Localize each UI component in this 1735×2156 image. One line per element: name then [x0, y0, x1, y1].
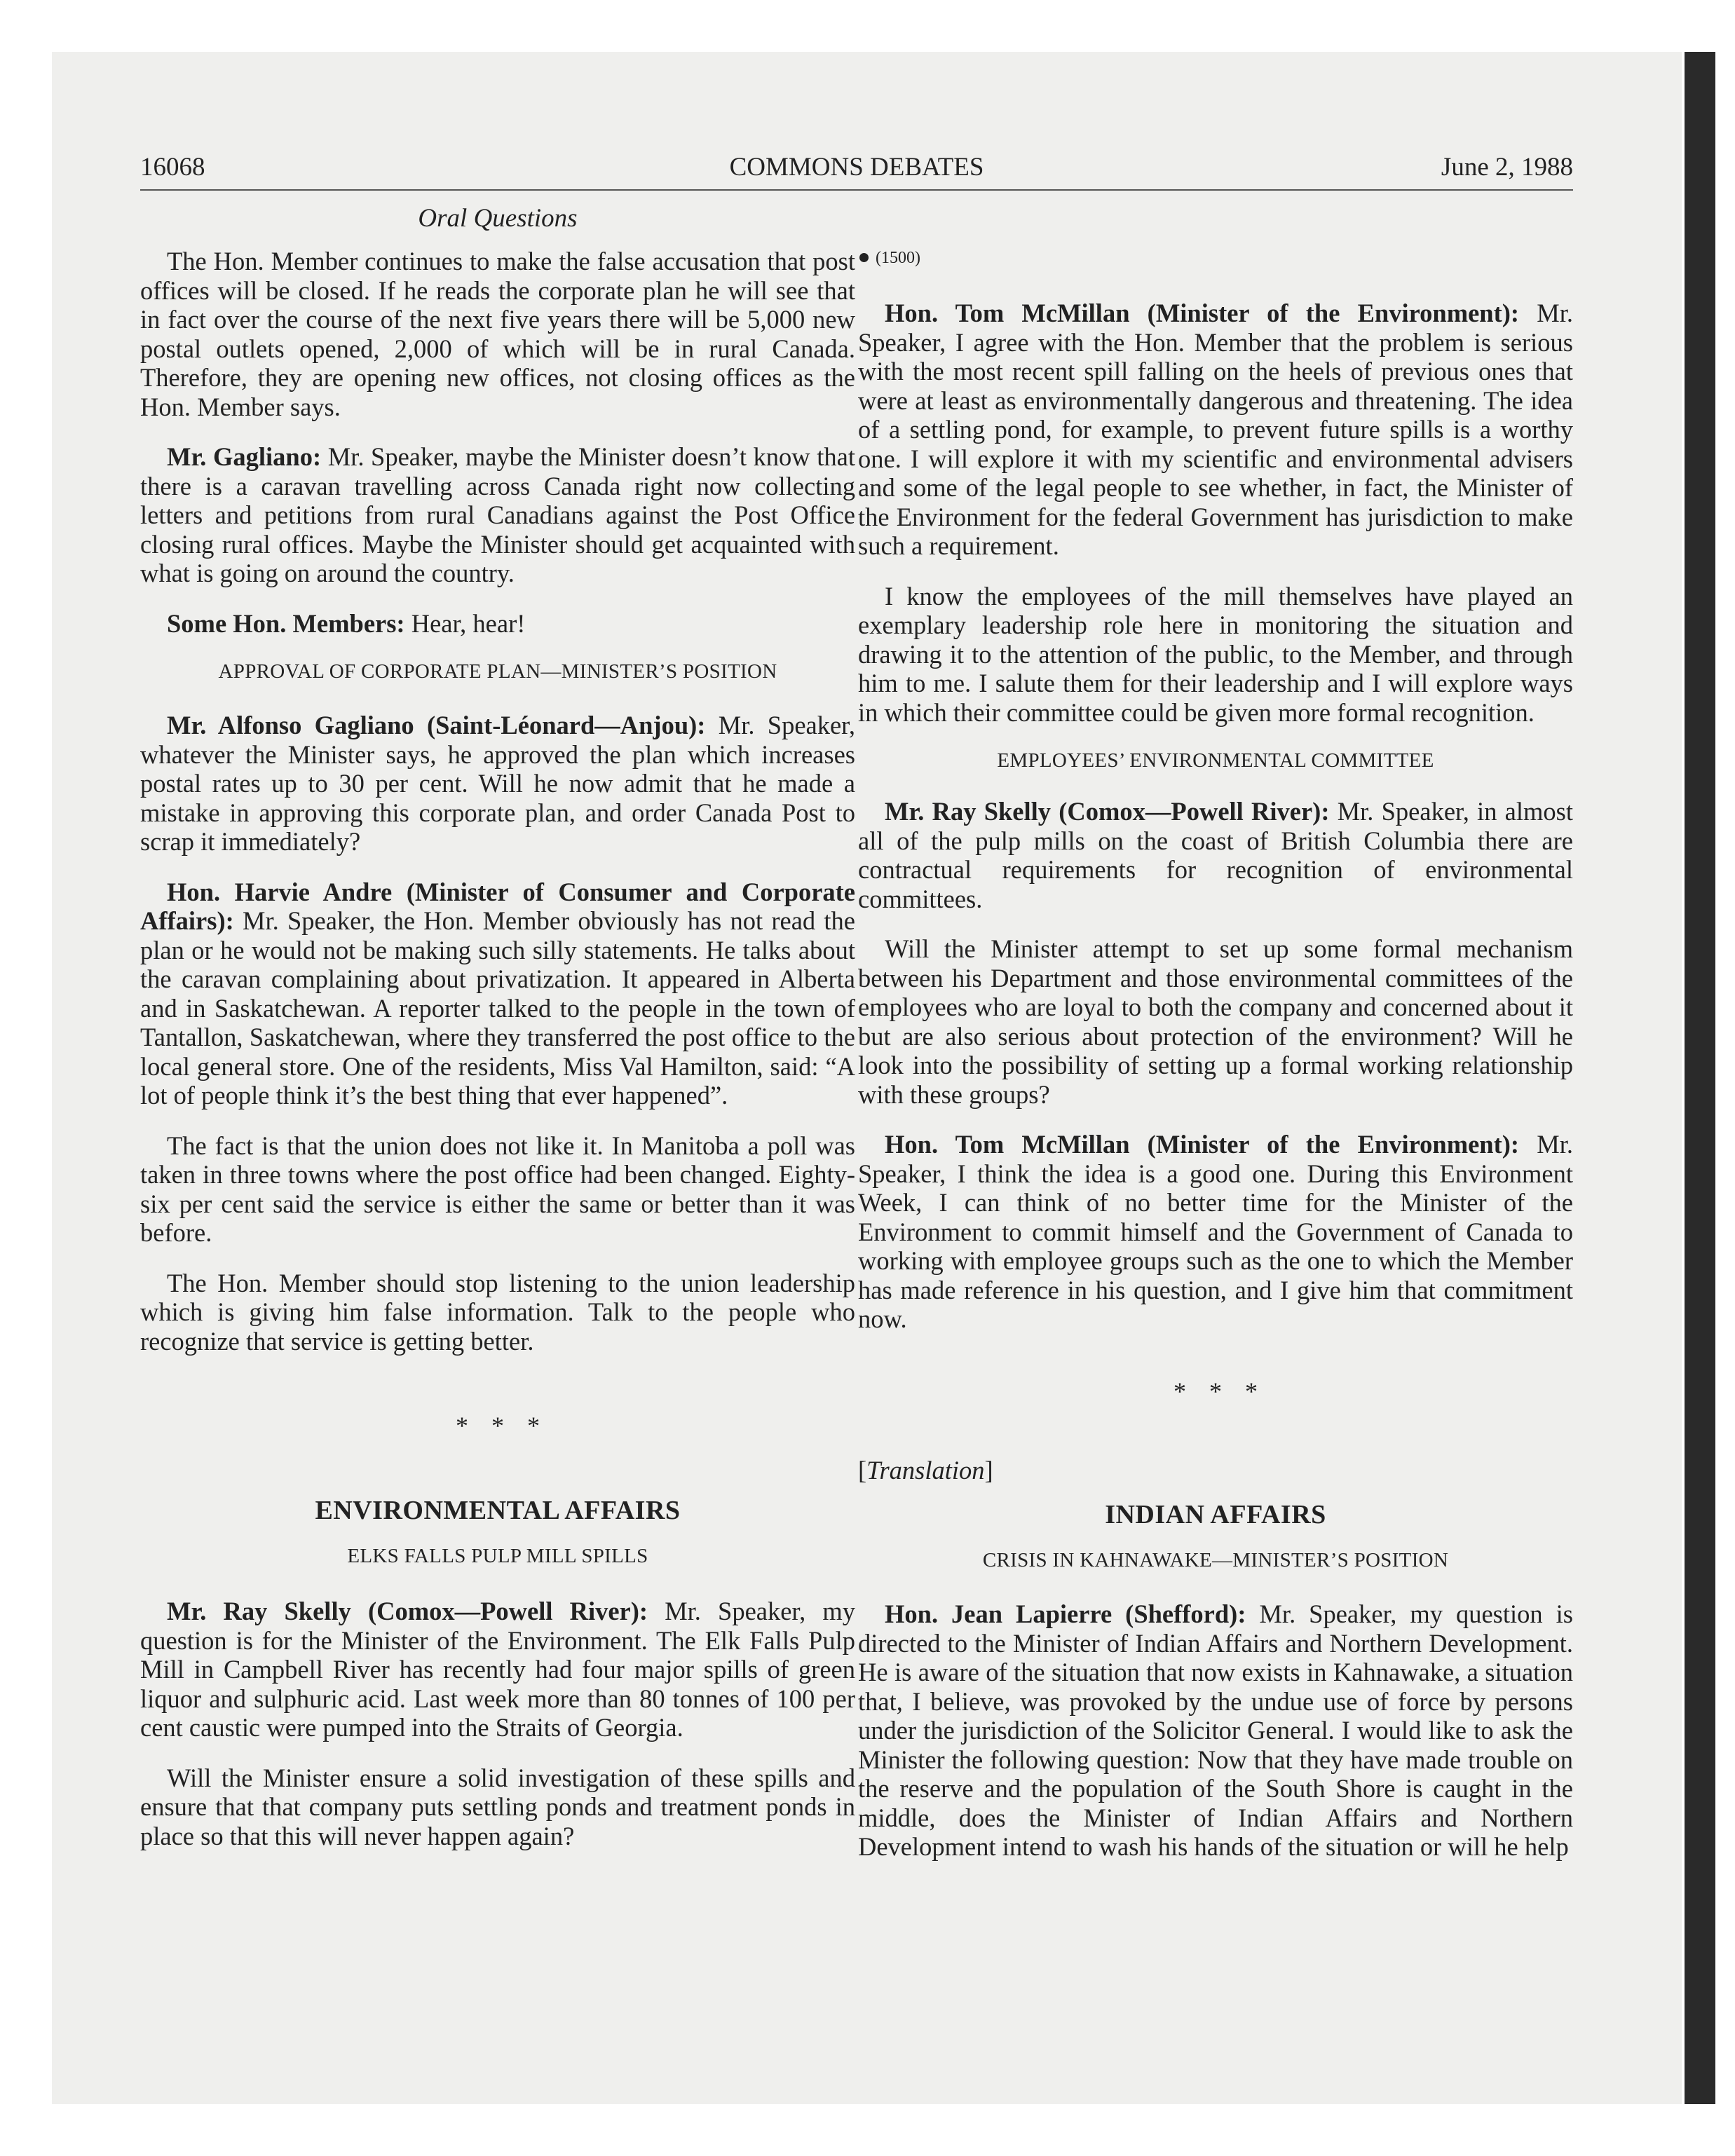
- paragraph: [858, 299, 1573, 561]
- speech-text: Mr. Speaker, I think the idea is a good one. During this Environment Week, I can think of no better time for the Minister of the Environment to commit himself and the Government of Canada to working with employee groups such as the one to which the Member has made reference in his question, and I give him that commitment now.: [858, 1130, 1573, 1333]
- subheading: EMPLOYEES’ ENVIRONMENTAL COMMITTEE: [997, 749, 1434, 772]
- speaker-name: Some Hon. Members:: [167, 608, 405, 638]
- paragraph: Will the Minister attempt to set up some formal mechanism between his Department and those environmental committees of the employees who are loyal to both the company and concerned about it but are also serious about protection of the environment? Will he look into the possibility of setting up a formal working relationship with these groups?: [858, 934, 1573, 1109]
- speaker-name: Mr. Alfonso Gagliano (Saint-Léonard—Anjou):: [167, 711, 706, 739]
- paragraph: The Hon. Member continues to make the false accusation that post offices will be closed. If he reads the corporate plan he will see that in fact over the course of the next five years there will be 5,000 new postal outlets opened, 2,000 of which will be in rural Canada. Therefore, they are opening new offices, not closing offices as the Hon. Member says.: [140, 247, 855, 421]
- paragraph: [140, 878, 855, 1110]
- paragraph: The fact is that the union does not like it. In Manitoba a poll was taken in three towns where the post office had been changed. Eighty-six per cent said the service is either the same or better than it was before.: [140, 1131, 855, 1247]
- paragraph: [140, 609, 855, 639]
- speech-text: Mr. Speaker, I agree with the Hon. Member that the problem is serious with the most recent spill falling on the heels of previous ones that were at least as environmentally dangerous and threatening. The idea of a settling pond, for example, to prevent future spills is a worthy one. I will explore it with my scientific and environmental advisers and some of the legal people to see whether, in fact, the Minister of the Environment for the federal Government has jurisdiction to make such a requirement.: [858, 299, 1573, 560]
- paragraph: [858, 797, 1573, 913]
- section-separator: * * *: [456, 1412, 540, 1440]
- section-title: INDIAN AFFAIRS: [1105, 1500, 1326, 1529]
- paragraph: [858, 1599, 1573, 1862]
- speech-text: Mr. Speaker, maybe the Minister doesn’t know that there is a caravan travelling across Canada right now collecting letters and petitions from rural Canadians against the Post Office closing rural offices. Maybe the Minister should get acquainted with what is going on around the country.: [140, 442, 855, 587]
- speech-text: Hear, hear!: [404, 608, 526, 638]
- publication-title: COMMONS DEBATES: [729, 153, 984, 182]
- speech-text: Mr. Speaker, whatever the Minister says, he approved the plan which increases postal rates up to 30 per cent. Will he now admit that he made a mistake in approving this corporate plan, and order Canada Post to scrap it immediately?: [140, 711, 855, 856]
- header-rule: [140, 189, 1573, 191]
- paragraph: The Hon. Member should stop listening to the union leadership which is giving him false information. Talk to the people who recognize that service is getting better.: [140, 1268, 855, 1356]
- speaker-name: Mr. Ray Skelly (Comox—Powell River):: [885, 797, 1330, 826]
- paragraph: [140, 442, 855, 588]
- speech-text: Mr. Speaker, the Hon. Member obviously has not read the plan or he would not be making such silly statements. He talks about the caravan complaining about privatization. It appeared in Alberta and in Saskatchewan. A reporter talked to the people in the town of Tantallon, Saskatchewan, where they transferred the post office to the local general store. One of the residents, Miss Val Hamilton, said: “A lot of people think it’s the best thing that ever happened”.: [140, 906, 855, 1110]
- speech-text: Mr. Speaker, in almost all of the pulp mills on the coast of British Columbia there are contractual requirements for recognition of environmental committees.: [858, 797, 1573, 913]
- translation-word: Translation: [866, 1455, 985, 1485]
- running-head: Oral Questions: [418, 204, 578, 233]
- section-separator: * * *: [1173, 1377, 1258, 1405]
- right-column: [858, 247, 1573, 1862]
- bracket-open: [: [858, 1455, 867, 1485]
- paragraph: [140, 1597, 855, 1742]
- speech-text: Mr. Speaker, my question is directed to the Minister of Indian Affairs and Northern Development. He is aware of the situation that now exists in Kahnawake, a situation that, I believe, was provoked by the undue use of force by persons under the jurisdiction of the Solicitor General. I would like to ask the Minister the following question: Now that they have made trouble on the reserve and the population of the South Shore is caught in the middle, does the Minister of Indian Affairs and Northern Development intend to wash his hands of the situation or will he help: [858, 1599, 1573, 1861]
- translation-note: [858, 1456, 1573, 1485]
- publication-date: June 2, 1988: [1441, 153, 1573, 182]
- page-edge-shadow: [1685, 52, 1715, 2104]
- paragraph: [140, 711, 855, 857]
- speaker-name: Hon. Tom McMillan (Minister of the Environment):: [885, 1130, 1520, 1159]
- subheading: ELKS FALLS PULP MILL SPILLS: [347, 1545, 648, 1567]
- paragraph: Will the Minister ensure a solid investigation of these spills and ensure that that company puts settling ponds and treatment ponds in place so that this will never happen again?: [140, 1763, 855, 1850]
- subheading: APPROVAL OF CORPORATE PLAN—MINISTER’S POSITION: [218, 660, 777, 683]
- paragraph: [858, 1130, 1573, 1334]
- time-marker: [858, 247, 1573, 269]
- time-marker-text: (1500): [876, 249, 920, 267]
- left-column: [140, 247, 855, 1850]
- speaker-name: Hon. Tom McMillan (Minister of the Environment):: [885, 299, 1520, 327]
- speaker-name: Hon. Harvie Andre (Minister of Consumer and Corporate Affairs):: [140, 877, 855, 935]
- paragraph: I know the employees of the mill themselves have played an exemplary leadership role here in monitoring the situation and drawing it to the attention of the public, to the Member, and through him to me. I salute them for their leadership and I will explore ways in which their committee could be given more formal recognition.: [858, 581, 1573, 727]
- subheading: CRISIS IN KAHNAWAKE—MINISTER’S POSITION: [982, 1549, 1449, 1571]
- section-title: ENVIRONMENTAL AFFAIRS: [315, 1496, 681, 1525]
- bullet-icon: [859, 253, 869, 262]
- speaker-name: Mr. Ray Skelly (Comox—Powell River):: [167, 1597, 648, 1625]
- speaker-name: Hon. Jean Lapierre (Shefford):: [885, 1599, 1246, 1628]
- speaker-name: Mr. Gagliano:: [167, 442, 322, 471]
- page-number: 16068: [140, 153, 205, 182]
- speech-text: Mr. Speaker, my question is for the Minister of the Environment. The Elk Falls Pulp Mill in Campbell River has recently had four major spills of green liquor and sulphuric acid. Last week more than 80 tonnes of 100 per cent caustic were pumped into the Straits of Georgia.: [140, 1597, 855, 1742]
- bracket-close: ]: [984, 1455, 993, 1485]
